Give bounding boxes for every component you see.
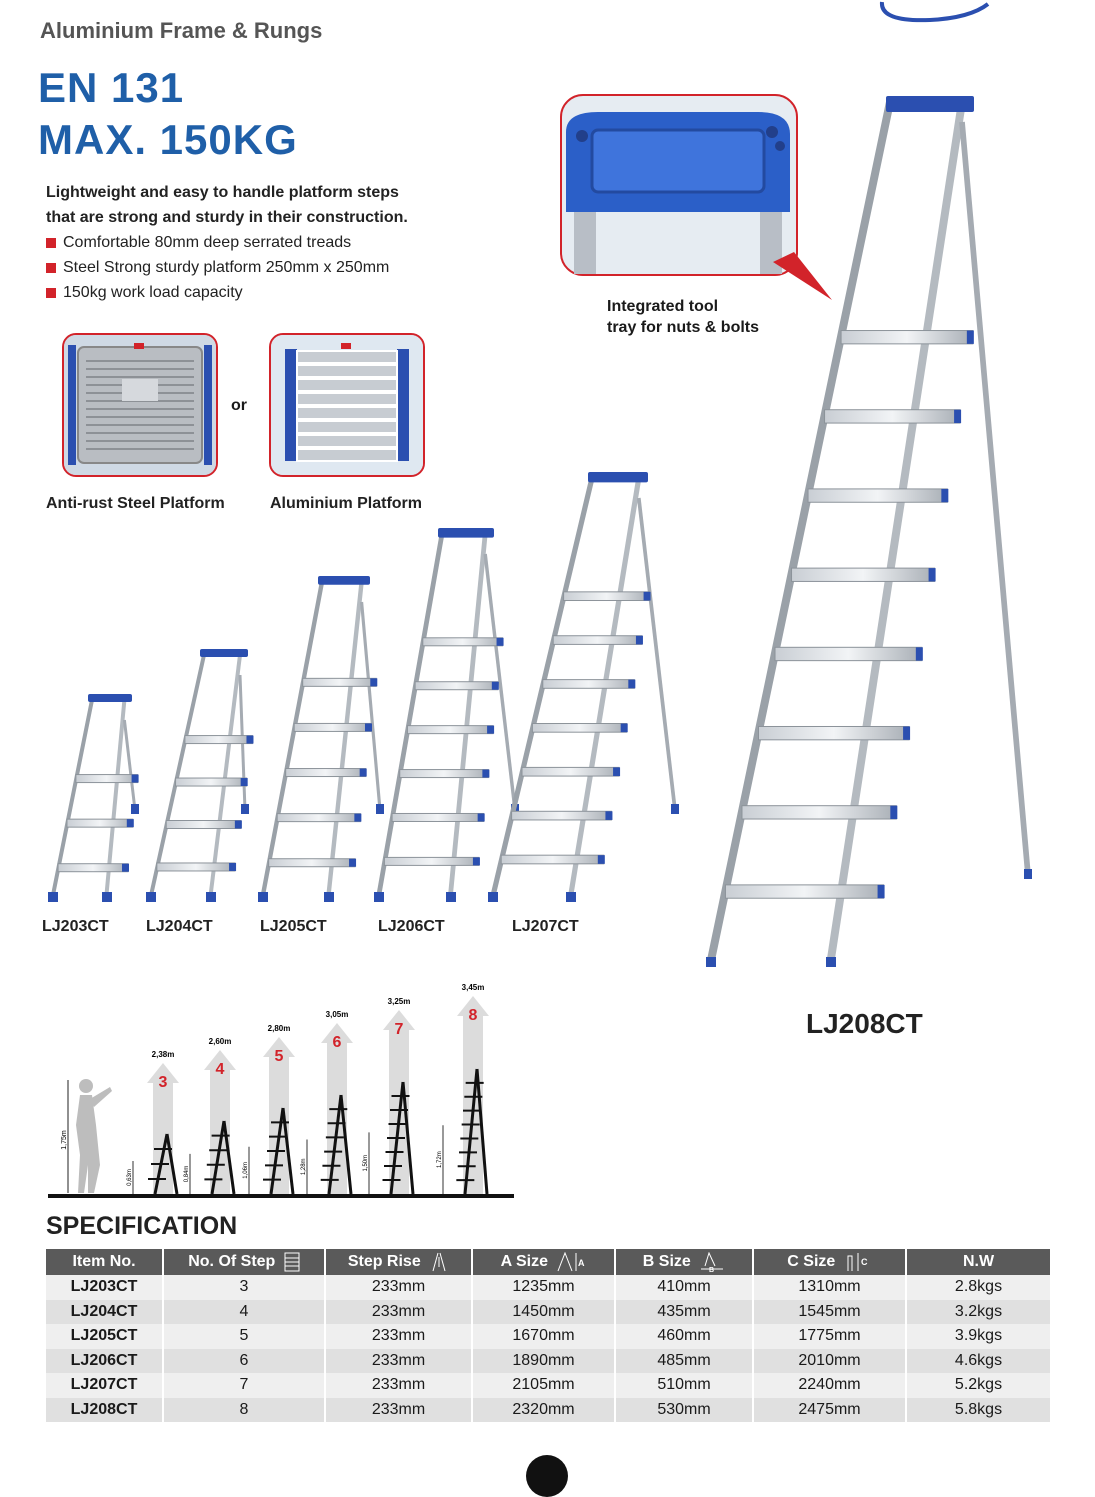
steps-icon — [284, 1252, 300, 1272]
step-count-label: 7 — [394, 1021, 404, 1038]
table-cell: LJ207CT — [46, 1373, 163, 1398]
feature-item: Steel Strong sturdy platform 250mm x 250mm — [46, 255, 389, 280]
reach-label: 3,25m — [387, 997, 411, 1006]
table-cell: 5.8kgs — [906, 1398, 1050, 1423]
table-cell: 1235mm — [472, 1275, 615, 1300]
table-cell: 2475mm — [753, 1398, 906, 1423]
table-cell: 485mm — [615, 1349, 753, 1374]
platform-height-label: 0,84m — [184, 1165, 190, 1183]
platform-height-label: 1,72m — [437, 1151, 443, 1168]
reach-column — [184, 1037, 236, 1194]
model-label-large: LJ208CT — [806, 1008, 923, 1039]
reach-column — [127, 1050, 179, 1194]
table-cell: 233mm — [325, 1324, 472, 1349]
intro-line-1: Lightweight and easy to handle platform steps — [46, 184, 399, 201]
table-cell: 435mm — [615, 1300, 753, 1325]
table-cell: LJ208CT — [46, 1398, 163, 1423]
ladder-LJ204CT — [146, 649, 253, 902]
reach-column — [437, 983, 489, 1194]
platform-height-label: 1,28m — [301, 1158, 307, 1176]
table-cell: 2010mm — [753, 1349, 906, 1374]
table-cell: 410mm — [615, 1275, 753, 1300]
table-cell: 233mm — [325, 1349, 472, 1374]
table-cell: 4 — [163, 1300, 325, 1325]
table-row — [46, 1349, 1050, 1374]
table-cell: 5 — [163, 1324, 325, 1349]
page-number-badge — [526, 1455, 568, 1497]
col-header-steps: No. Of Step — [163, 1249, 325, 1275]
table-cell: 2.8kgs — [906, 1275, 1050, 1300]
page-subtitle: Aluminium Frame & Rungs — [40, 18, 323, 43]
table-row — [46, 1300, 1050, 1325]
a-size-icon — [556, 1252, 586, 1272]
ladder-LJ205CT — [258, 576, 384, 902]
platform-height-label: 1,50m — [363, 1154, 369, 1172]
table-cell: 3.9kgs — [906, 1324, 1050, 1349]
step-count-label: 8 — [468, 1007, 478, 1024]
reach-height-chart — [40, 975, 520, 1205]
col-header-item: Item No. — [46, 1249, 163, 1275]
model-label: LJ204CT — [146, 918, 213, 935]
table-cell: 233mm — [325, 1300, 472, 1325]
c-size-icon — [844, 1252, 872, 1272]
specification-table — [46, 1249, 1050, 1422]
table-row — [46, 1398, 1050, 1423]
svg-text:C: C — [860, 1257, 868, 1267]
table-cell: 233mm — [325, 1398, 472, 1423]
table-cell: LJ204CT — [46, 1300, 163, 1325]
col-header-c-size: C Size C — [753, 1249, 906, 1275]
table-cell: 7 — [163, 1373, 325, 1398]
table-cell: 233mm — [325, 1373, 472, 1398]
feature-item: Comfortable 80mm deep serrated treads — [46, 230, 389, 255]
table-cell: 1310mm — [753, 1275, 906, 1300]
table-row — [46, 1275, 1050, 1300]
ladder-LJ207CT — [488, 472, 679, 902]
table-cell: 2320mm — [472, 1398, 615, 1423]
table-row — [46, 1324, 1050, 1349]
step-count-label: 6 — [332, 1034, 342, 1051]
ladder-LJ206CT — [374, 528, 519, 902]
table-cell: 1775mm — [753, 1324, 906, 1349]
table-cell: 3.2kgs — [906, 1300, 1050, 1325]
or-label: or — [231, 397, 247, 414]
table-cell: 8 — [163, 1398, 325, 1423]
reach-label: 2,60m — [208, 1037, 232, 1046]
table-cell: 6 — [163, 1349, 325, 1374]
model-label: LJ207CT — [512, 918, 579, 935]
tool-tray-caption: Integrated tool tray for nuts & bolts — [607, 298, 760, 336]
reach-label: 2,38m — [151, 1050, 175, 1059]
feature-item: 150kg work load capacity — [46, 280, 389, 305]
step-count-label: 3 — [158, 1074, 168, 1091]
col-header-step-rise: Step Rise — [325, 1249, 472, 1275]
reach-column — [363, 997, 415, 1194]
step-count-label: 4 — [215, 1061, 225, 1078]
person-height-label: 1,75m — [61, 1130, 68, 1150]
table-header-row — [46, 1249, 1050, 1275]
svg-text:B: B — [709, 1267, 715, 1272]
reach-label: 3,45m — [461, 983, 485, 992]
steel-platform-caption: Anti-rust Steel Platform — [46, 495, 225, 512]
model-label: LJ203CT — [42, 918, 109, 935]
platform-height-label: 1,06m — [243, 1162, 249, 1179]
table-cell: LJ206CT — [46, 1349, 163, 1374]
ladder-LJ208CT — [706, 96, 1032, 967]
step-rise-icon — [429, 1252, 449, 1272]
table-row — [46, 1373, 1050, 1398]
col-header-nw: N.W — [906, 1249, 1050, 1275]
aluminium-platform-caption: Aluminium Platform — [270, 495, 423, 512]
table-cell: 4.6kgs — [906, 1349, 1050, 1374]
model-label: LJ206CT — [378, 918, 445, 935]
model-label: LJ205CT — [260, 918, 327, 935]
specification-title: SPECIFICATION — [46, 1212, 238, 1240]
standard-label: EN 131 — [38, 64, 185, 111]
reach-column — [301, 1010, 353, 1194]
table-cell: 5.2kgs — [906, 1373, 1050, 1398]
b-size-icon — [699, 1252, 725, 1272]
table-cell: 1545mm — [753, 1300, 906, 1325]
table-cell: 1890mm — [472, 1349, 615, 1374]
table-cell: 460mm — [615, 1324, 753, 1349]
table-cell: 510mm — [615, 1373, 753, 1398]
table-cell: 3 — [163, 1275, 325, 1300]
table-cell: 2240mm — [753, 1373, 906, 1398]
ladder-LJ203CT — [48, 694, 139, 902]
max-load-label: MAX. 150KG — [38, 116, 298, 163]
table-cell: 233mm — [325, 1275, 472, 1300]
reach-label: 2,80m — [267, 1024, 291, 1033]
reach-label: 3,05m — [325, 1010, 349, 1019]
person-silhouette — [76, 1079, 112, 1193]
intro-line-2: that are strong and sturdy in their construction. — [46, 209, 408, 226]
table-cell: 2105mm — [472, 1373, 615, 1398]
table-cell: 1450mm — [472, 1300, 615, 1325]
table-cell: LJ203CT — [46, 1275, 163, 1300]
table-cell: LJ205CT — [46, 1324, 163, 1349]
col-header-a-size: A Size A — [472, 1249, 615, 1275]
svg-text:A: A — [578, 1258, 585, 1268]
table-cell: 1670mm — [472, 1324, 615, 1349]
step-count-label: 5 — [274, 1048, 284, 1065]
table-cell: 530mm — [615, 1398, 753, 1423]
reach-column — [243, 1024, 295, 1194]
col-header-b-size: B Size B — [615, 1249, 753, 1275]
platform-height-label: 0,63m — [127, 1169, 133, 1186]
